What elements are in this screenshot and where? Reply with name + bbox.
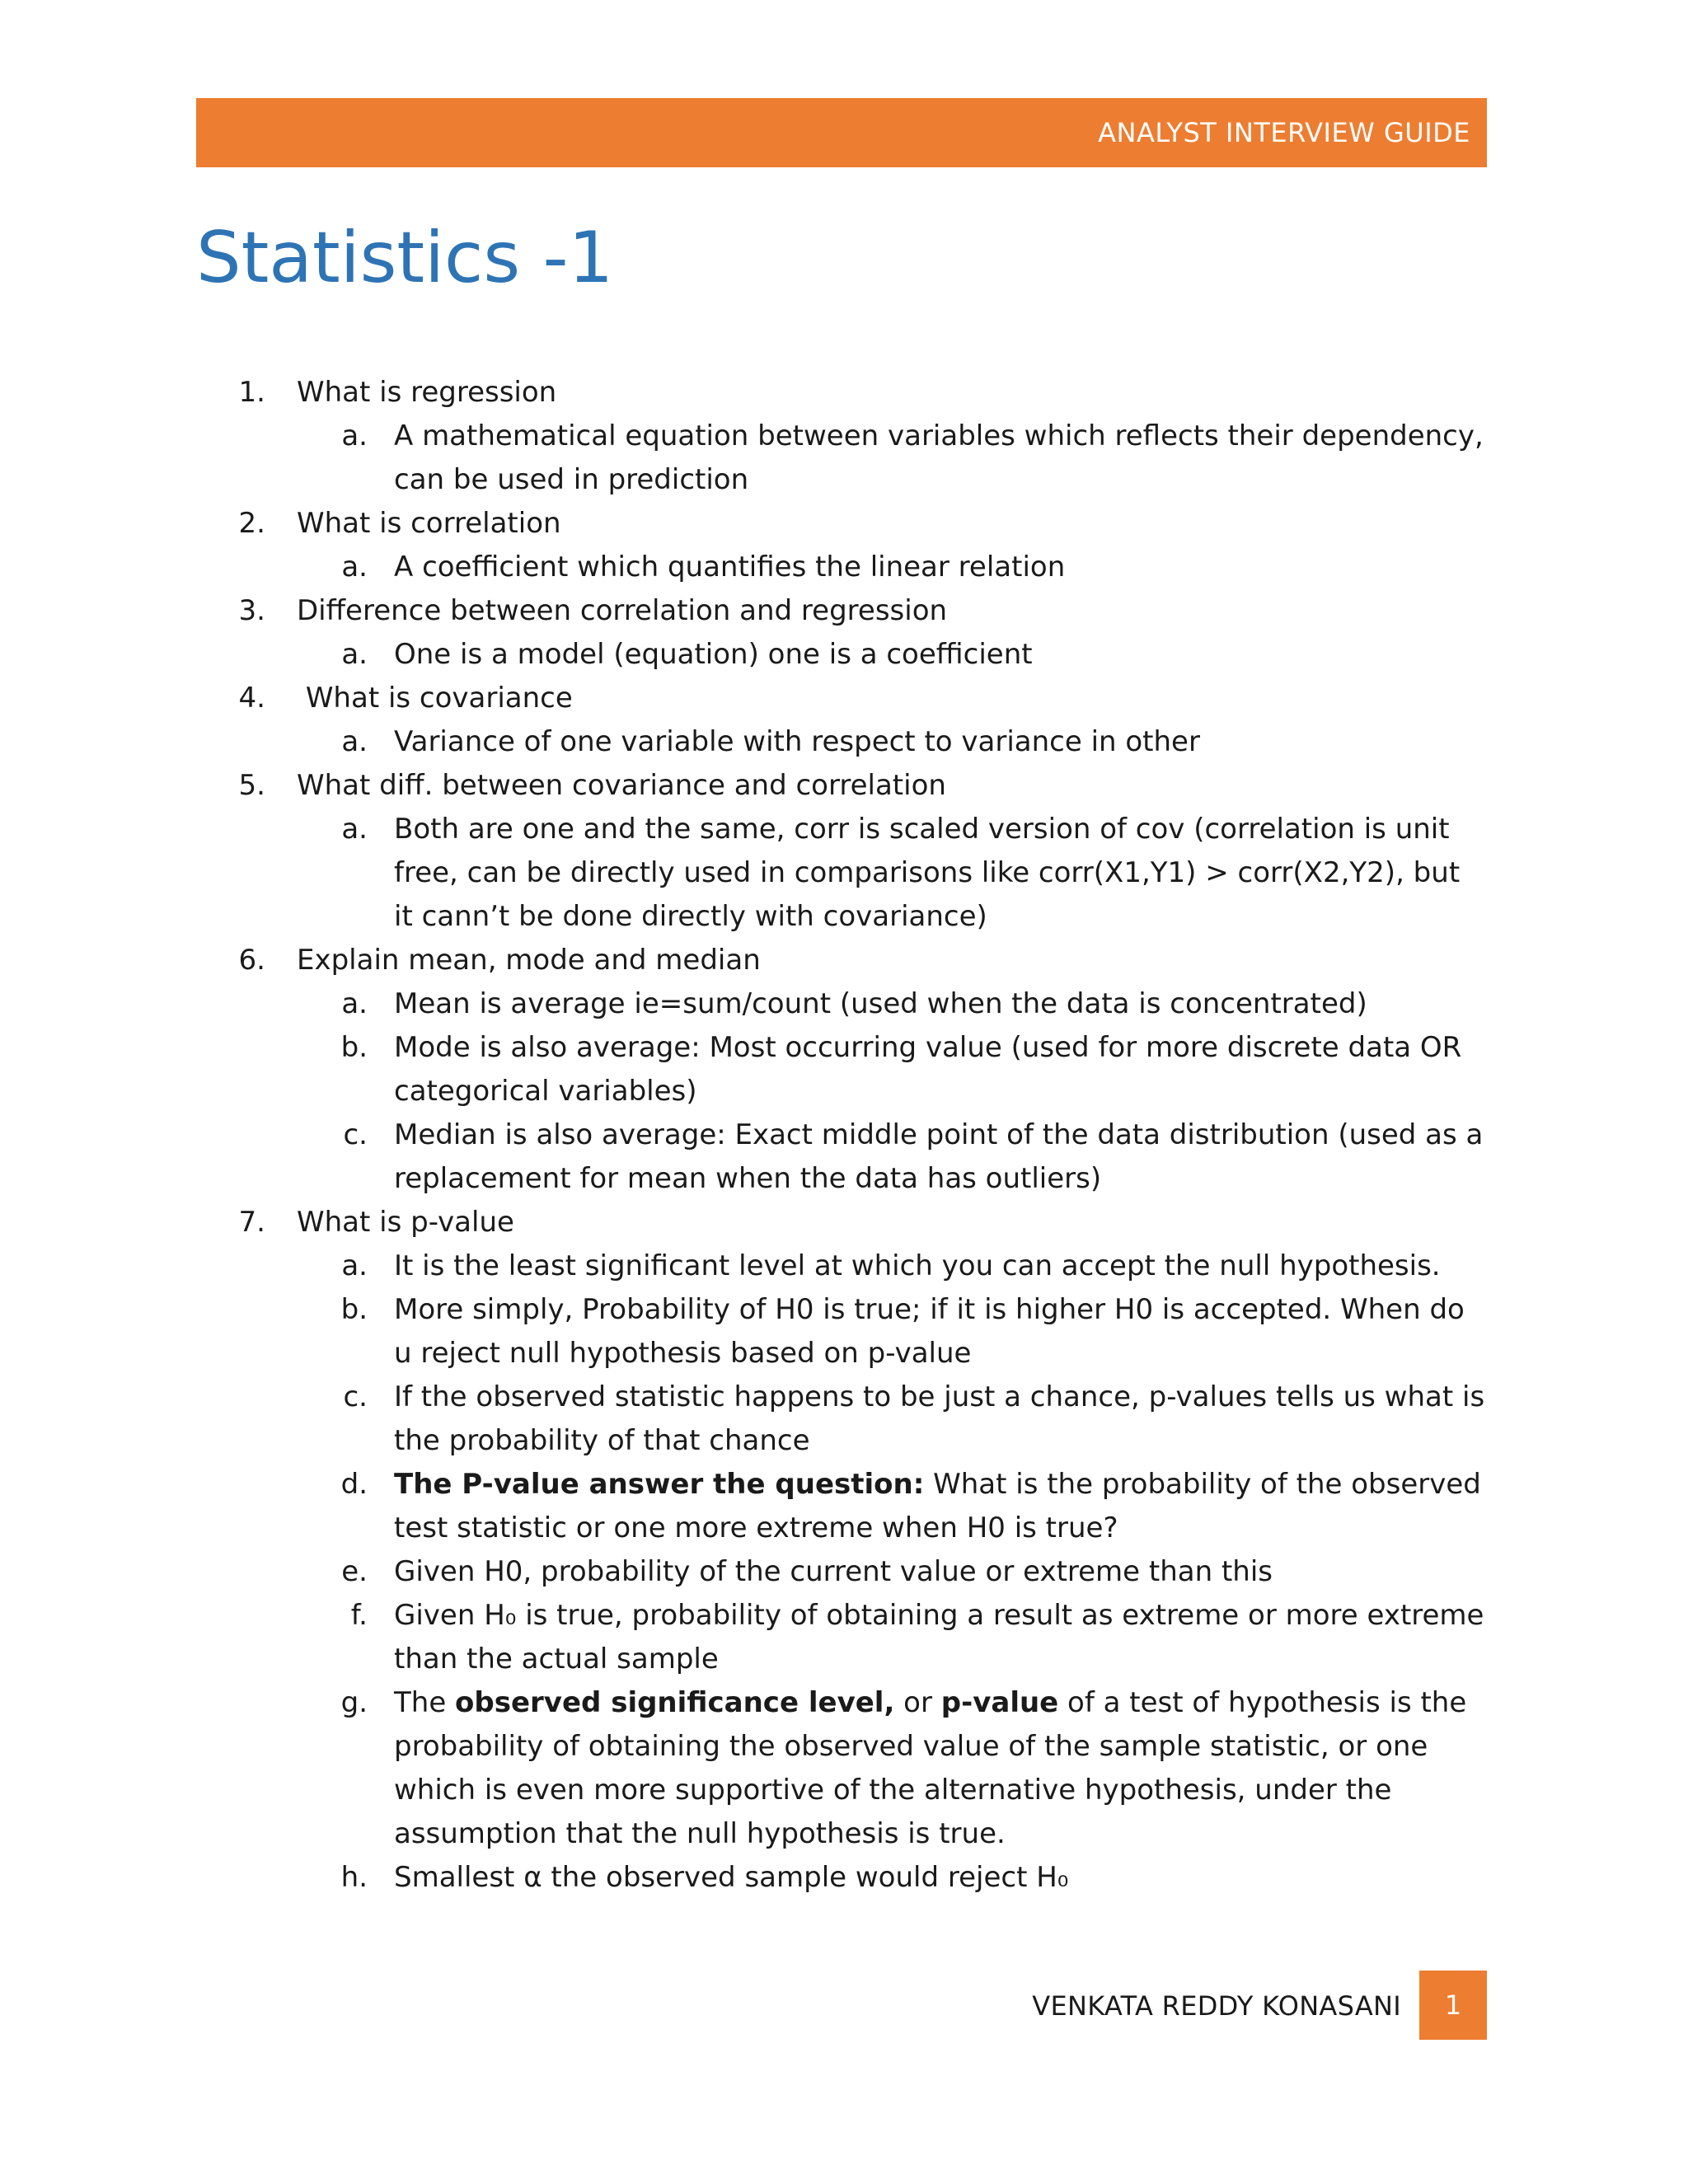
answer-label: e. [341,1555,368,1588]
answer-label: d. [340,1468,368,1501]
question-item [196,677,1490,720]
answer-text-part: One is a model (equation) one is a coefficient [394,638,1033,671]
answer-label: g. [340,1686,368,1719]
answer-label: a. [341,1249,368,1282]
answer-item [196,808,1490,939]
answer-label: c. [343,1118,368,1151]
question-text: Difference between correlation and regression [297,594,948,627]
question-text: Explain mean, mode and median [297,944,761,977]
answer-text [394,1463,1490,1550]
answer-item [196,720,1490,764]
header-bar [196,98,1487,167]
answer-text-part: Given H0, probability of the current value or extreme than this [394,1555,1273,1588]
answer-text [394,1856,1490,1900]
question-text: What is regression [297,376,557,409]
answer-text-part: Smallest α the observed sample would reject H₀ [394,1861,1069,1894]
answer-item [196,1244,1490,1288]
answer-text [394,1113,1490,1201]
answer-text-part: What is the probability of the observed test statistic or one more extreme when H0 is true? [394,1468,1481,1544]
answer-text [394,633,1490,677]
question-text: What is correlation [297,507,561,540]
answer-text [394,546,1490,589]
answer-text [394,720,1490,764]
answer-text-part: A mathematical equation between variables which reflects their dependency, can be used in prediction [394,419,1484,496]
answer-label: a. [341,813,368,846]
answer-label: b. [340,1031,368,1064]
answer-label: a. [341,551,368,583]
page-number: 1 [1419,1971,1487,2040]
answer-label: a. [341,419,368,452]
question-item [196,371,1490,415]
answer-item [196,1594,1490,1681]
question-number: 3. [238,594,265,627]
question-number: 4. [238,682,265,715]
question-number: 1. [238,376,265,409]
answer-label: a. [341,638,368,671]
answer-text [394,982,1490,1026]
answer-text-part: Median is also average: Exact middle point of the data distribution (used as a replacement for mean when the data has outliers) [394,1118,1484,1195]
answer-item [196,633,1490,677]
question-number: 6. [238,944,265,977]
answer-text [394,1594,1490,1681]
answer-text-part: More simply, Probability of H0 is true; if it is higher H0 is accepted. When do u reject null hypothesis based on p-value [394,1293,1465,1370]
answer-item [196,1463,1490,1550]
question-list [196,371,1490,1900]
answer-text-part: Mode is also average: Most occurring value (used for more discrete data OR categorical variables) [394,1031,1462,1108]
answer-text [394,1550,1490,1594]
question-text: What is p-value [297,1206,514,1239]
question-number: 7. [238,1206,265,1239]
answer-item [196,1550,1490,1594]
answer-bold-text: p-value [940,1686,1059,1719]
answer-item [196,1026,1490,1113]
question-item [196,502,1490,546]
answer-text [394,1681,1490,1856]
answer-item [196,1856,1490,1900]
page-title: Statistics -1 [196,217,614,299]
answer-bold-text: The P-value answer the question: [394,1468,925,1501]
answer-text [394,1288,1490,1376]
answer-label: a. [341,725,368,758]
answer-text-part: Both are one and the same, corr is scaled version of cov (correlation is unit free, can be directly used in comparisons like corr(X1,Y1) > corr(X2,Y2), but it cann’t be done directly with covariance) [394,813,1461,933]
answer-text-part: The [394,1686,456,1719]
answer-label: a. [341,987,368,1020]
answer-label: h. [340,1861,368,1894]
question-number: 5. [238,769,265,802]
answer-text-part: If the observed statistic happens to be just a chance, p-values tells us what is the probability of that chance [394,1380,1485,1457]
answer-bold-text: observed significance level, [455,1686,895,1719]
answer-label: f. [350,1599,368,1632]
answer-text [394,1026,1490,1113]
footer-author: VENKATA REDDY KONASANI [1032,1990,1401,2022]
answer-label: c. [343,1380,368,1413]
answer-text-part: Variance of one variable with respect to variance in other [394,725,1200,758]
answer-item [196,1376,1490,1463]
answer-item [196,1288,1490,1376]
answer-text [394,1376,1490,1463]
question-item [196,1201,1490,1244]
answer-text [394,808,1490,939]
answer-text [394,1244,1490,1288]
question-item [196,939,1490,982]
answer-item [196,982,1490,1026]
question-item [196,589,1490,633]
answer-item [196,546,1490,589]
answer-item [196,1681,1490,1856]
answer-item [196,1113,1490,1201]
answer-text-part: Mean is average ie=sum/count (used when the data is concentrated) [394,987,1367,1020]
answer-text-part: Given H₀ is true, probability of obtaining a result as extreme or more extreme than the actual sample [394,1599,1484,1675]
answer-text-part: A coefficient which quantifies the linear relation [394,551,1066,583]
answer-text-part: or [894,1686,941,1719]
question-text: What is covariance [297,682,573,715]
answer-text [394,415,1490,502]
answer-text-part: of a test of hypothesis is the probability of obtaining the observed value of the sample statistic, or one which is even more supportive of the alternative hypothesis, under the assumption that the null hypothesis is true. [394,1686,1467,1850]
answer-text-part: It is the least significant level at which you can accept the null hypothesis. [394,1249,1441,1282]
question-number: 2. [238,507,265,540]
question-text: What diff. between covariance and correlation [297,769,946,802]
answer-label: b. [340,1293,368,1326]
header-title: ANALYST INTERVIEW GUIDE [1098,117,1470,148]
answer-item [196,415,1490,502]
question-item [196,764,1490,808]
